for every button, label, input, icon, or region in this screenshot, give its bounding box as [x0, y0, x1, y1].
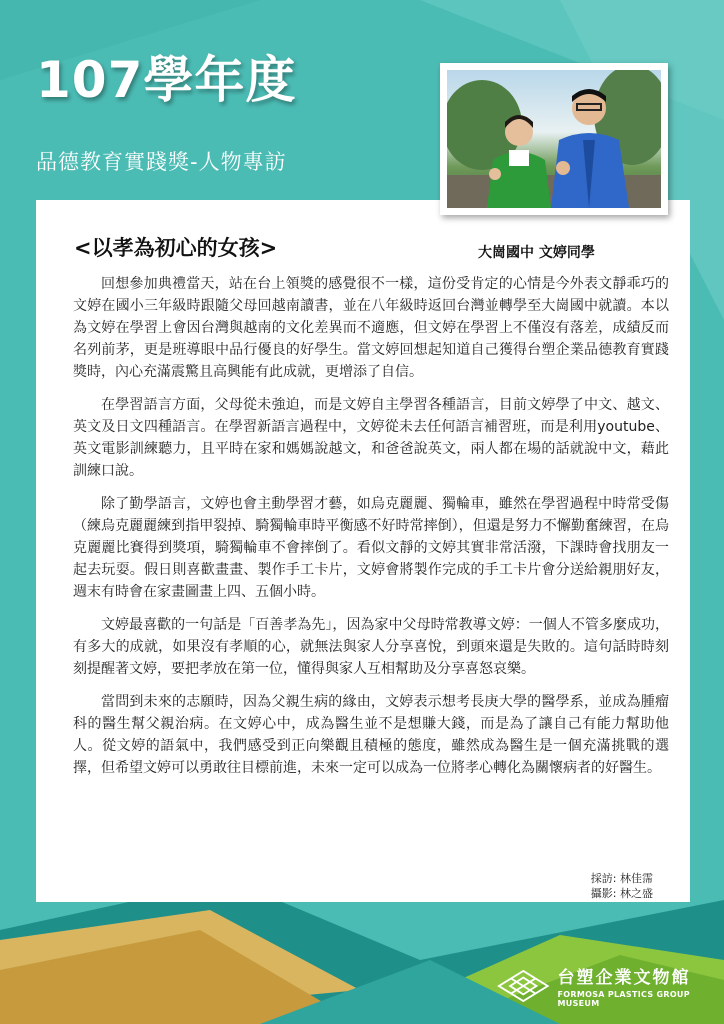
logo-chinese-name: 台塑企業文物館: [557, 968, 691, 988]
photo-frame: [440, 63, 668, 215]
credits: [591, 871, 653, 901]
article-byline: 大崗國中 文婷同學: [478, 245, 595, 261]
article-paragraph: 文婷最喜歡的一句話是「百善孝為先」，因為家中父母時常教導文婷：一個人不管多麼成功，有多大的成就，如果沒有孝順的心，就無法與家人分享喜悅，到頭來還是失敗的。這句話時時刻刻提醒著文婷，要把孝放在第一位，懂得與家人互相幫助及分享喜怒哀樂。: [73, 617, 669, 677]
article-title: <以孝為初心的女孩>: [74, 236, 278, 260]
page-title: 107學年度: [36, 51, 297, 109]
museum-logo: [497, 963, 724, 1008]
portrait-photo: [447, 70, 661, 208]
page-subtitle: 品德教育實踐獎-人物專訪: [36, 150, 287, 174]
diamond-lattice-icon: [497, 968, 550, 1004]
logo-english-name: FORMOSA PLASTICS GROUP MUSEUM: [557, 990, 690, 1008]
article-paragraph: 除了勤學語言，文婷也會主動學習才藝，如烏克麗麗、獨輪車，雖然在學習過程中時常受傷（練烏克麗麗練到指甲裂掉、騎獨輪車時平衡感不好時常摔倒），但還是努力不懈勤奮練習，在烏克麗麗比賽得到獎項，騎獨輪車不會摔倒了。看似文靜的文婷其實非常活潑，下課時會找朋友一起去玩耍。假日則喜歡畫畫、製作手工卡片，文婷會將製作完成的手工卡片會分送給親朋好友，週末有時會在家畫圖畫上四、五個小時。: [73, 496, 669, 600]
article-body: [73, 273, 669, 790]
interviewer-credit: 採訪: 林佳霈: [590, 872, 653, 885]
article-paragraph: 當問到未來的志願時，因為父親生病的緣由，文婷表示想考長庚大學的醫學系，並成為腫瘤科的醫生幫父親治病。在文婷心中，成為醫生並不是想賺大錢，而是為了讓自己有能力幫助他人。從文婷的語氣中，我們感受到正向樂觀且積極的態度，雖然成為醫生是一個充滿挑戰的選擇，但希望文婷可以勇敢往目標前進，未來一定可以成為一位將孝心轉化為關懷病者的好醫生。: [73, 694, 669, 776]
article-paragraph: 在學習語言方面，父母從未強迫，而是文婷自主學習各種語言，目前文婷學了中文、越文、英文及日文四種語言。在學習新語言過程中，文婷從未去任何語言補習班，而是利用youtube、英文電影訓練聽力，且平時在家和媽媽說越文，和爸爸說英文，兩人都在場的話就說中文，藉此訓練口說。: [73, 397, 669, 479]
photographer-credit: 攝影: 林之盛: [590, 887, 653, 900]
portrait-illustration: [447, 70, 661, 208]
article-paragraph: 回想參加典禮當天，站在台上領獎的感覺很不一樣，這份受肯定的心情是今外表文靜乖巧的文婷在國小三年級時跟隨父母回越南讀書，並在八年級時返回台灣並轉學至大崗國中就讀。本以為文婷在學習上會因台灣與越南的文化差異而不適應，但文婷在學習上不僅沒有落差，成績反而名列前茅，更是班導眼中品行優良的好學生。當文婷回想起知道自己獲得台塑企業品德教育實踐獎時，內心充滿震驚且高興能有此成就，更增添了自信。: [73, 276, 669, 380]
